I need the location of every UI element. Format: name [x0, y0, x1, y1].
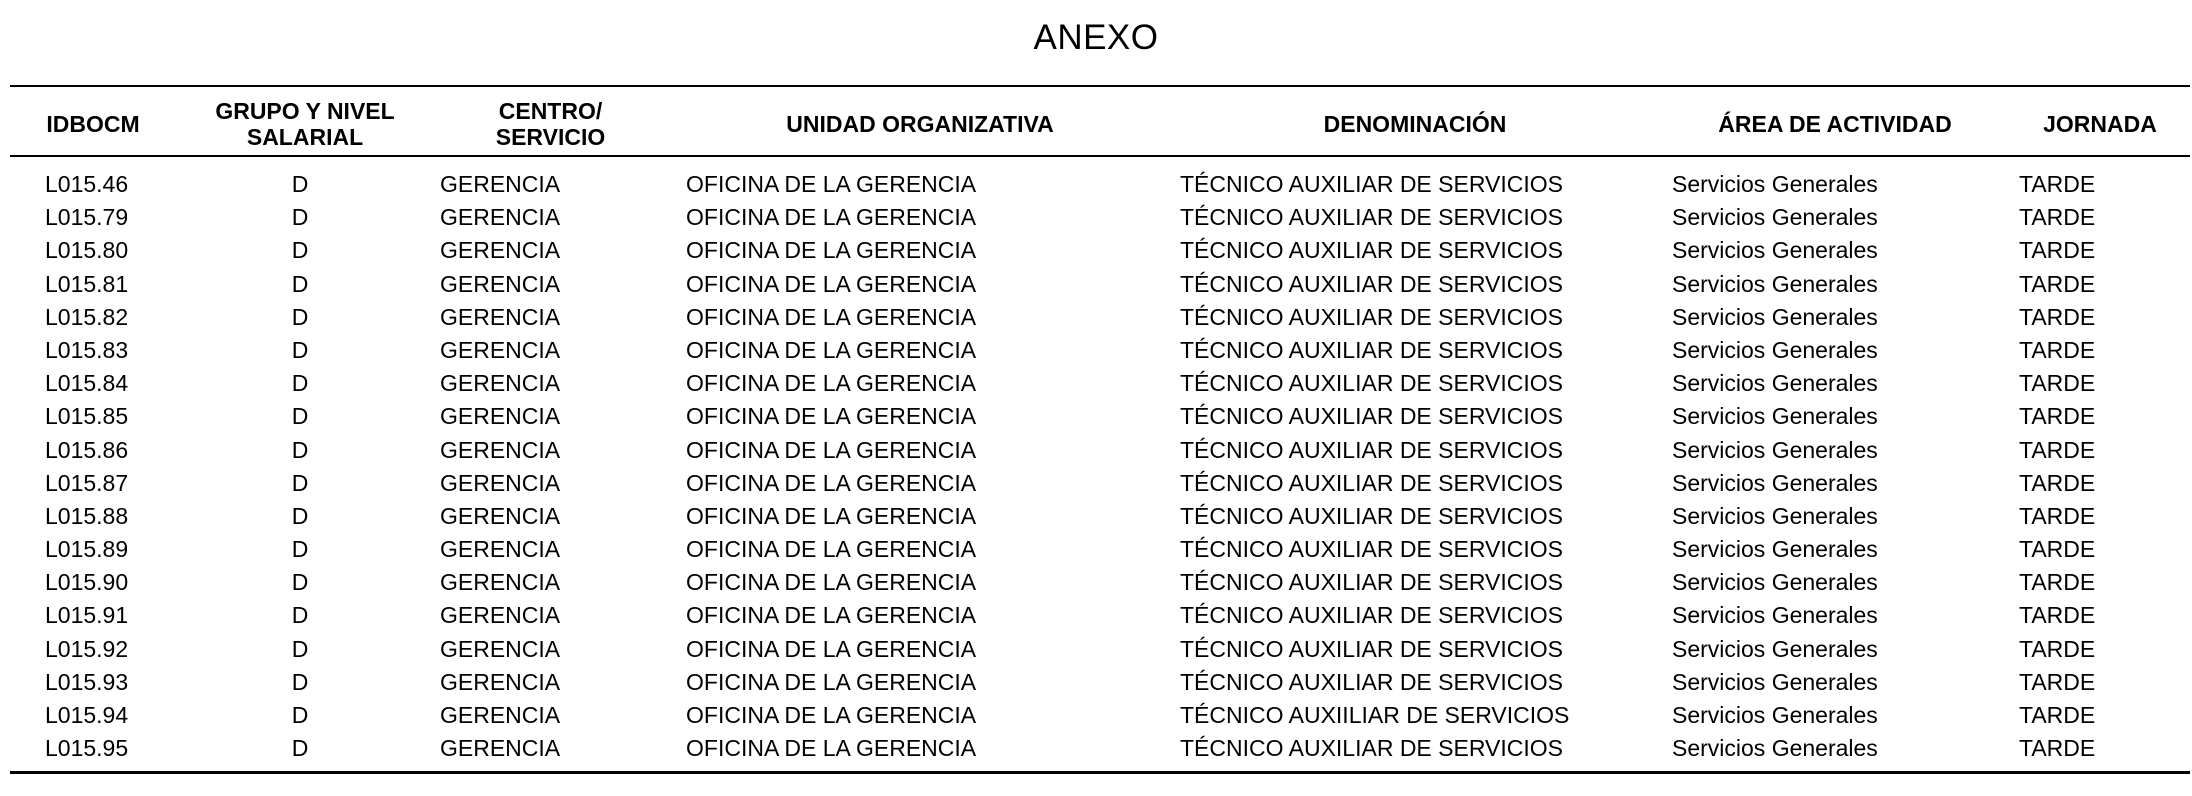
- cell-denominacion: TÉCNICO AUXILIAR DE SERVICIOS: [1180, 635, 1564, 662]
- cell-denominacion: TÉCNICO AUXILIAR DE SERVICIOS: [1180, 602, 1564, 629]
- cell-idbocm: L015.82: [45, 303, 129, 330]
- cell-grupo: D: [291, 702, 309, 728]
- cell-area: Servicios Generales: [1672, 336, 1878, 363]
- cell-grupo: D: [291, 735, 309, 762]
- cell-denominacion: TÉCNICO AUXILIAR DE SERVICIOS: [1180, 536, 1564, 563]
- cell-idbocm: L015.81: [45, 270, 129, 297]
- cell-centro: GERENCIA: [440, 668, 561, 695]
- cell-denominacion: TÉCNICO AUXILIAR DE SERVICIOS: [1180, 370, 1564, 397]
- cell-area: Servicios Generales: [1672, 403, 1878, 430]
- header-denominacion: DENOMINACIÓN: [1323, 111, 1507, 137]
- cell-centro: GERENCIA: [440, 403, 561, 430]
- cell-unidad: OFICINA DE LA GERENCIA: [686, 370, 977, 397]
- header-grupo-nivel-salarial: GRUPO Y NIVEL SALARIAL: [215, 98, 395, 150]
- cell-denominacion: TÉCNICO AUXIILIAR DE SERVICIOS: [1180, 702, 1570, 728]
- table-row: [0, 201, 2192, 234]
- cell-area: Servicios Generales: [1672, 635, 1878, 662]
- cell-area: Servicios Generales: [1672, 735, 1878, 762]
- table-row: [0, 400, 2192, 433]
- table-row: [0, 301, 2192, 334]
- cell-idbocm: L015.80: [45, 237, 129, 264]
- cell-centro: GERENCIA: [440, 204, 561, 231]
- cell-idbocm: L015.92: [45, 635, 129, 662]
- table-row: [0, 533, 2192, 566]
- table-row: [0, 467, 2192, 500]
- cell-jornada: TARDE: [2019, 171, 2096, 197]
- table-row: [0, 434, 2192, 467]
- cell-idbocm: L015.79: [45, 204, 129, 231]
- cell-jornada: TARDE: [2019, 469, 2096, 496]
- cell-grupo: D: [291, 237, 309, 264]
- cell-grupo: D: [291, 536, 309, 563]
- table-body: [0, 168, 2192, 765]
- table-row: [0, 566, 2192, 599]
- cell-denominacion: TÉCNICO AUXILIAR DE SERVICIOS: [1180, 436, 1564, 463]
- cell-centro: GERENCIA: [440, 735, 561, 762]
- cell-grupo: D: [291, 668, 309, 695]
- cell-unidad: OFICINA DE LA GERENCIA: [686, 270, 977, 297]
- cell-grupo: D: [291, 303, 309, 330]
- cell-jornada: TARDE: [2019, 336, 2096, 363]
- cell-grupo: D: [291, 502, 309, 529]
- cell-jornada: TARDE: [2019, 303, 2096, 330]
- cell-centro: GERENCIA: [440, 569, 561, 596]
- cell-area: Servicios Generales: [1672, 270, 1878, 297]
- table-row: [0, 633, 2192, 666]
- cell-grupo: D: [291, 436, 309, 463]
- cell-jornada: TARDE: [2019, 735, 2096, 762]
- cell-denominacion: TÉCNICO AUXILIAR DE SERVICIOS: [1180, 735, 1564, 762]
- cell-centro: GERENCIA: [440, 635, 561, 662]
- cell-grupo: D: [291, 370, 309, 397]
- table-row: [0, 666, 2192, 699]
- header-jornada: JORNADA: [2043, 111, 2157, 137]
- cell-area: Servicios Generales: [1672, 303, 1878, 330]
- cell-unidad: OFICINA DE LA GERENCIA: [686, 569, 977, 596]
- cell-jornada: TARDE: [2019, 237, 2096, 264]
- cell-jornada: TARDE: [2019, 702, 2096, 728]
- cell-jornada: TARDE: [2019, 436, 2096, 463]
- cell-centro: GERENCIA: [440, 303, 561, 330]
- cell-idbocm: L015.91: [45, 602, 129, 629]
- cell-area: Servicios Generales: [1672, 469, 1878, 496]
- cell-unidad: OFICINA DE LA GERENCIA: [686, 403, 977, 430]
- cell-jornada: TARDE: [2019, 635, 2096, 662]
- cell-centro: GERENCIA: [440, 536, 561, 563]
- cell-area: Servicios Generales: [1672, 237, 1878, 264]
- header-area-actividad: ÁREA DE ACTIVIDAD: [1718, 111, 1952, 137]
- cell-denominacion: TÉCNICO AUXILIAR DE SERVICIOS: [1180, 569, 1564, 596]
- cell-unidad: OFICINA DE LA GERENCIA: [686, 171, 977, 197]
- table-top-rule: [10, 85, 2190, 87]
- cell-denominacion: TÉCNICO AUXILIAR DE SERVICIOS: [1180, 303, 1564, 330]
- cell-area: Servicios Generales: [1672, 436, 1878, 463]
- cell-jornada: TARDE: [2019, 270, 2096, 297]
- cell-unidad: OFICINA DE LA GERENCIA: [686, 436, 977, 463]
- cell-grupo: D: [291, 469, 309, 496]
- table-row: [0, 168, 2192, 201]
- header-unidad-organizativa: UNIDAD ORGANIZATIVA: [786, 111, 1054, 137]
- cell-idbocm: L015.86: [45, 436, 129, 463]
- table-row: [0, 234, 2192, 267]
- cell-unidad: OFICINA DE LA GERENCIA: [686, 469, 977, 496]
- cell-centro: GERENCIA: [440, 469, 561, 496]
- cell-unidad: OFICINA DE LA GERENCIA: [686, 204, 977, 231]
- cell-centro: GERENCIA: [440, 602, 561, 629]
- cell-denominacion: TÉCNICO AUXILIAR DE SERVICIOS: [1180, 237, 1564, 264]
- cell-jornada: TARDE: [2019, 502, 2096, 529]
- cell-area: Servicios Generales: [1672, 668, 1878, 695]
- cell-jornada: TARDE: [2019, 403, 2096, 430]
- cell-unidad: OFICINA DE LA GERENCIA: [686, 602, 977, 629]
- document-title: ANEXO: [1033, 18, 1159, 57]
- cell-grupo: D: [291, 204, 309, 231]
- cell-centro: GERENCIA: [440, 237, 561, 264]
- cell-unidad: OFICINA DE LA GERENCIA: [686, 237, 977, 264]
- cell-grupo: D: [291, 635, 309, 662]
- table-row: [0, 599, 2192, 632]
- table-row: [0, 334, 2192, 367]
- cell-area: Servicios Generales: [1672, 702, 1878, 728]
- cell-idbocm: L015.83: [45, 336, 129, 363]
- cell-denominacion: TÉCNICO AUXILIAR DE SERVICIOS: [1180, 469, 1564, 496]
- cell-grupo: D: [291, 336, 309, 363]
- cell-unidad: OFICINA DE LA GERENCIA: [686, 635, 977, 662]
- cell-centro: GERENCIA: [440, 171, 561, 197]
- cell-centro: GERENCIA: [440, 436, 561, 463]
- table-row: [0, 732, 2192, 765]
- cell-centro: GERENCIA: [440, 702, 561, 728]
- cell-area: Servicios Generales: [1672, 502, 1878, 529]
- cell-area: Servicios Generales: [1672, 602, 1878, 629]
- cell-denominacion: TÉCNICO AUXILIAR DE SERVICIOS: [1180, 270, 1564, 297]
- cell-idbocm: L015.95: [45, 735, 129, 762]
- cell-grupo: D: [291, 171, 309, 197]
- table-row: [0, 367, 2192, 400]
- cell-denominacion: TÉCNICO AUXILIAR DE SERVICIOS: [1180, 668, 1564, 695]
- cell-idbocm: L015.87: [45, 469, 129, 496]
- cell-idbocm: L015.89: [45, 536, 129, 563]
- cell-centro: GERENCIA: [440, 336, 561, 363]
- cell-idbocm: L015.88: [45, 502, 129, 529]
- cell-idbocm: L015.85: [45, 403, 129, 430]
- table-bottom-rule: [10, 771, 2190, 774]
- cell-jornada: TARDE: [2019, 569, 2096, 596]
- cell-idbocm: L015.90: [45, 569, 129, 596]
- cell-area: Servicios Generales: [1672, 569, 1878, 596]
- header-centro-servicio: CENTRO/ SERVICIO: [495, 98, 606, 150]
- cell-idbocm: L015.94: [45, 702, 129, 728]
- header-idbocm: IDBOCM: [46, 111, 140, 137]
- cell-denominacion: TÉCNICO AUXILIAR DE SERVICIOS: [1180, 336, 1564, 363]
- cell-area: Servicios Generales: [1672, 171, 1878, 197]
- cell-denominacion: TÉCNICO AUXILIAR DE SERVICIOS: [1180, 502, 1564, 529]
- cell-unidad: OFICINA DE LA GERENCIA: [686, 536, 977, 563]
- cell-idbocm: L015.93: [45, 668, 129, 695]
- cell-unidad: OFICINA DE LA GERENCIA: [686, 702, 977, 728]
- cell-centro: GERENCIA: [440, 270, 561, 297]
- table-row: [0, 699, 2192, 732]
- cell-denominacion: TÉCNICO AUXILIAR DE SERVICIOS: [1180, 403, 1564, 430]
- cell-grupo: D: [291, 602, 309, 629]
- cell-area: Servicios Generales: [1672, 536, 1878, 563]
- cell-jornada: TARDE: [2019, 668, 2096, 695]
- cell-unidad: OFICINA DE LA GERENCIA: [686, 502, 977, 529]
- table-header-rule: [10, 155, 2190, 157]
- cell-idbocm: L015.46: [45, 171, 129, 197]
- cell-idbocm: L015.84: [45, 370, 129, 397]
- cell-unidad: OFICINA DE LA GERENCIA: [686, 303, 977, 330]
- cell-centro: GERENCIA: [440, 502, 561, 529]
- cell-jornada: TARDE: [2019, 370, 2096, 397]
- cell-grupo: D: [291, 569, 309, 596]
- cell-centro: GERENCIA: [440, 370, 561, 397]
- cell-unidad: OFICINA DE LA GERENCIA: [686, 735, 977, 762]
- cell-grupo: D: [291, 270, 309, 297]
- cell-jornada: TARDE: [2019, 536, 2096, 563]
- cell-area: Servicios Generales: [1672, 204, 1878, 231]
- table-row: [0, 268, 2192, 301]
- cell-unidad: OFICINA DE LA GERENCIA: [686, 336, 977, 363]
- cell-jornada: TARDE: [2019, 204, 2096, 231]
- cell-denominacion: TÉCNICO AUXILIAR DE SERVICIOS: [1180, 204, 1564, 231]
- table-row: [0, 500, 2192, 533]
- cell-area: Servicios Generales: [1672, 370, 1878, 397]
- cell-grupo: D: [291, 403, 309, 430]
- cell-jornada: TARDE: [2019, 602, 2096, 629]
- cell-denominacion: TÉCNICO AUXILIAR DE SERVICIOS: [1180, 171, 1564, 197]
- cell-unidad: OFICINA DE LA GERENCIA: [686, 668, 977, 695]
